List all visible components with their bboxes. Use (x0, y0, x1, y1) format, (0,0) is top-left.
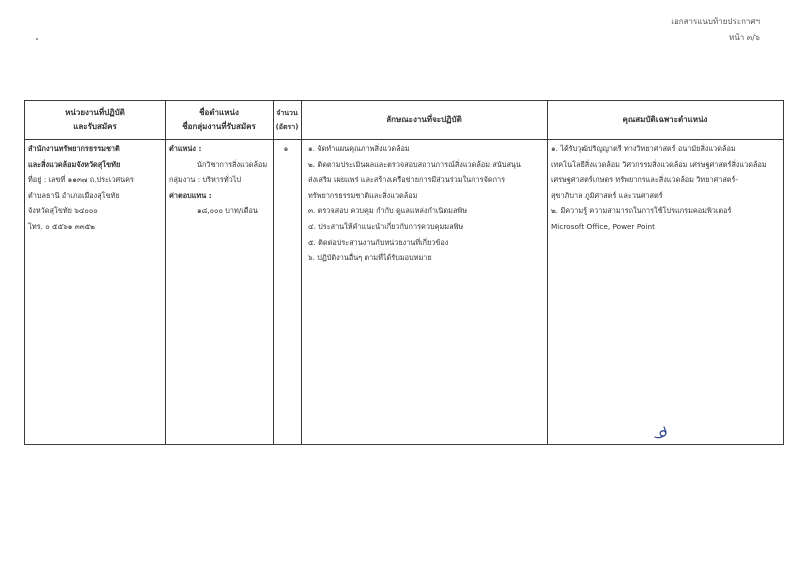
agency-cell (28, 141, 163, 235)
duty-line: ๓. ตรวจสอบ ควบคุม กำกับ ดูแลแหล่งกำเนิดมลพิษ (308, 206, 468, 216)
header-agency (25, 101, 165, 139)
qualification-line: Microsoft Office, Power Point (551, 221, 655, 231)
page-number: หน้า ๓/๖ (728, 33, 760, 42)
header-divider (25, 139, 783, 140)
page-header (671, 14, 760, 46)
qualification-line: เศรษฐศาสตร์เกษตร ทรัพยากรและสิ่งแวดล้อม วิทยาศาสตร์- (551, 175, 739, 185)
count-cell (277, 141, 295, 157)
position-title: นักวิชาการสิ่งแวดล้อม (197, 159, 268, 169)
position-cell (169, 141, 273, 219)
qualification-line: สุขาภิบาล ภูมิศาสตร์ และวนศาสตร์ (551, 190, 663, 200)
pay-amount: ๑๘,๐๐๐ บาท/เดือน (197, 206, 258, 216)
column-divider (273, 101, 274, 444)
count-value: ๑ (283, 144, 289, 153)
header-count (273, 101, 301, 139)
agency-phone: โทร. ๐ ๕๕๖๑ ๓๓๕๒ (28, 221, 95, 231)
header-count-line1: จำนวน (276, 109, 298, 117)
pay-label: ค่าตอบแทน : (169, 190, 212, 200)
header-count-line2: (อัตรา) (275, 123, 299, 131)
qualifications-cell (551, 141, 781, 235)
header-position-line1: ชื่อตำแหน่ง (199, 108, 239, 117)
header-position-line2: ชื่อกลุ่มงานที่รับสมัคร (182, 122, 256, 131)
agency-address-line: จังหวัดสุโขทัย ๖๔๐๐๐ (28, 206, 98, 216)
scan-dot (36, 38, 38, 40)
agency-name-line2: และสิ่งแวดล้อมจังหวัดสุโขทัย (28, 159, 121, 169)
job-table (24, 100, 784, 445)
duty-line: ๔. ประสานให้คำแนะนำเกี่ยวกับการควบคุมมลพิษ (308, 221, 464, 231)
agency-name-line1: สำนักงานทรัพยากรธรรมชาติ (28, 144, 120, 153)
column-divider (301, 101, 302, 444)
header-duties-line1: ลักษณะงานที่จะปฏิบัติ (386, 115, 462, 124)
qualification-line: ๑. ได้รับวุฒิปริญญาตรี ทางวิทยาศาสตร์ อนามัยสิ่งแวดล้อม (551, 144, 736, 153)
duty-line: ๕. ติดต่อประสานงานกับหน่วยงานที่เกี่ยวข้อง (308, 237, 449, 247)
attachment-label: เอกสารแนบท้ายประกาศฯ (671, 17, 760, 26)
agency-address-line: ตำบลธานี อำเภอเมืองสุโขทัย (28, 190, 120, 200)
header-qualifications (547, 101, 783, 139)
position-label: ตำแหน่ง : (169, 144, 202, 153)
duty-line: ๖. ปฏิบัติงานอื่นๆ ตามที่ได้รับมอบหมาย (308, 253, 432, 263)
header-agency-line1: หน่วยงานที่ปฏิบัติ (65, 108, 125, 117)
duty-line: ๑. จัดทำแผนคุณภาพสิ่งแวดล้อม (308, 144, 410, 153)
column-divider (165, 101, 166, 444)
qualification-line: เทคโนโลยีสิ่งแวดล้อม วิศวกรรมสิ่งแวดล้อม เศรษฐศาสตร์สิ่งแวดล้อม (551, 159, 767, 169)
duty-line: ส่งเสริม เผยแพร่ และสร้างเครือข่ายการมีส่วนร่วมในการจัดการ (308, 175, 506, 185)
duty-line: ทรัพยากรธรรมชาติและสิ่งแวดล้อม (308, 190, 418, 200)
duty-line: ๒. ติดตามประเมินผลและตรวจสอบสถานการณ์สิ่งแวดล้อม สนับสนุน (308, 159, 521, 169)
header-qualifications-line1: คุณสมบัติเฉพาะตำแหน่ง (622, 115, 708, 124)
header-duties (301, 101, 547, 139)
agency-address-line: ที่อยู่ : เลขที่ ๑๑๓๗ ถ.ประเวศนคร (28, 175, 134, 185)
header-agency-line2: และรับสมัคร (73, 122, 117, 131)
header-position (165, 101, 273, 139)
position-group: กลุ่มงาน : บริหารทั่วไป (169, 175, 242, 185)
duties-cell (308, 141, 564, 266)
qualification-line: ๒. มีความรู้ ความสามารถในการใช้โปรแกรมคอมพิวเตอร์ (551, 206, 732, 216)
handwritten-initial (653, 426, 669, 440)
